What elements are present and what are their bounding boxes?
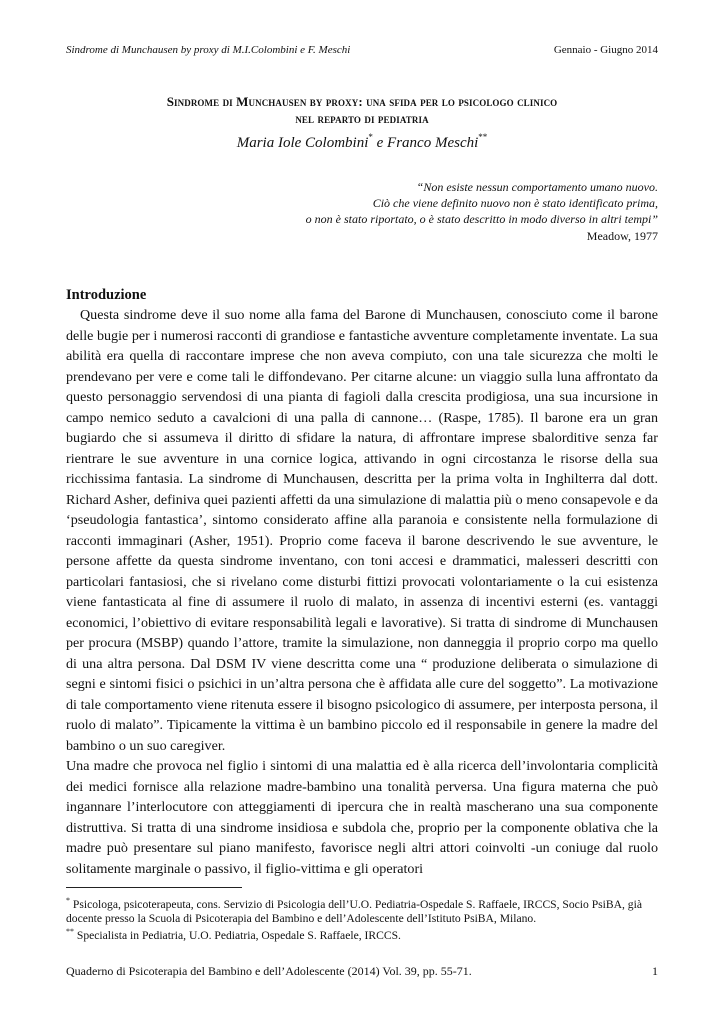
section-heading-introduzione: Introduzione [66, 287, 147, 303]
title-part-c: : una sfida per lo psicologo clinico [358, 94, 558, 109]
title-line-2 [66, 111, 658, 128]
running-head-date: Gennaio - Giugno 2014 [553, 44, 658, 56]
title-part-a: Sindrome di [166, 94, 237, 109]
epigraph [306, 179, 658, 244]
epigraph-line-3: o non è stato riportato, o è stato descritto in modo diverso in altri tempi” [305, 212, 658, 227]
author-1-footnote-mark: * [368, 132, 373, 142]
epigraph-line-2: Ciò che viene definito nuovo non è stato identificato prima, [372, 196, 658, 211]
footnote-1 [66, 894, 658, 925]
article-title [66, 94, 658, 128]
body-text [66, 305, 658, 879]
title-line-1 [66, 94, 658, 111]
authors-conjunction: e [372, 135, 388, 151]
author-1: Maria Iole Colombini [236, 135, 369, 151]
page-number: 1 [652, 964, 658, 978]
title-part-b: Munchausen by proxy [236, 94, 359, 109]
journal-citation: Quaderno di Psicoterapia del Bambino e dell’Adolescente (2014) Vol. 39, pp. 55-71. [66, 964, 472, 978]
author-2-footnote-mark: ** [478, 132, 488, 142]
paragraph-2: Una madre che provoca nel figlio i sintomi di una malattia ed è alla ricerca dell’involontaria complicità dei medici fornisce alla relazione madre-bambino una tonalità perversa. Una figura materna che può ingannare l’interlocutore con atteggiamenti di ipercura che in realtà mascherano una sua componente distruttiva. Si tratta di una sindrome insidiosa e subdola che, proprio per la componente oblativa che la madre può presentare sul piano manifesto, favorisce negli altri attori coinvolti -un coniuge dal ruolo solitamente marginale o passivo, il figlio-vittima e gli operatori [66, 758, 658, 877]
epigraph-line-1: “Non esiste nessun comportamento umano nuovo. [416, 180, 658, 194]
author-2: Franco Meschi [387, 135, 479, 151]
footnote-2 [66, 925, 658, 943]
paragraph-1: Questa sindrome deve il suo nome alla fama del Barone di Munchausen, conosciuto come il barone delle bugie per i numerosi racconti di grandiose e fantastiche avventure completamente inventate. La sua abilità era quella di raccontare imprese che non aveva compiuto, con una tale sicurezza che molti le prendevano per vere e come tali le diffondevano. Per citarne alcune: un viaggio sulla luna affrontato da questo personaggio servendosi di una pianta di fagioli dalla crescita prodigiosa, una sua incursione in campo nemico seduto a cavalcioni di una palla di cannone… (Raspe, 1785). Il barone era un gran bugiardo che si assumeva il diritto di sfidare la natura, di affrontare imprese sbalorditive senza far rientrare le sue avventure in una cornice logica, attivando in ogni circostanza le risorse della sua ricchissima fantasia. La sindrome di Munchausen, descritta per la prima volta in Inghilterra dal dott. Richard Asher, definiva quei pazienti affetti da una simulazione di malattia più o meno consapevole e da ‘pseudologia fantastica’, sintomo considerato affine alla paranoia e consistente nella formulazione di racconti immaginari (Asher, 1951). Proprio come faceva il barone descrivendo le sue avventure, le persone affette da questa sindrome inventano, con toni accesi e drammatici, malesseri descritti con particolari fantasiosi, che si rivelano come disturbi fittizi provocati volontariamente o la cui esistenza viene fantasticata al fine di assumere il ruolo di malato, in assenza di incentivi esterni (es. vantaggi economici, l’obiettivo di evitare responsabilità legali e lavorative). Si tratta di sindrome di Munchausen per procura (MSBP) quando l’attore, tramite la simulazione, non danneggia il proprio corpo ma quello di una altra persona. Dal DSM IV viene descritta come una “ produzione deliberata o simulazione di segni e sintomi fisici o psichici in un’altra persona che è affidata alle cure del soggetto”. La motivazione di tale comportamento viene ritenuta essere il bisogno psicologico di assumere, per interposta persona, il ruolo di malato”. Tipicamente la vittima è un bambino piccolo ed il responsabile in genere la madre del bambino o un suo caregiver. [66, 307, 658, 754]
footnotes [66, 894, 658, 943]
document-page [66, 0, 658, 1024]
title-line-2-text: nel reparto di pediatria [295, 111, 429, 126]
footnote-1-text: Psicologa, psicoterapeuta, cons. Servizio di Psicologia dell’U.O. Pediatria-Ospedale S. Raffaele, IRCCS, Socio PsiBA, già docente presso la Scuola di Psicoterapia del Bambino e dell’Adolescente dell’Istituto PsiBA, Milano. [66, 898, 642, 925]
authors-line [66, 132, 658, 152]
epigraph-source: Meadow, 1977 [586, 228, 658, 243]
footnote-2-mark: ** [66, 927, 74, 937]
footnote-1-mark: * [66, 896, 70, 905]
footnote-separator [66, 887, 242, 888]
footnote-2-text: Specialista in Pediatria, U.O. Pediatria, Ospedale S. Raffaele, IRCCS. [74, 929, 401, 943]
running-head-left: Sindrome di Munchausen by proxy di M.I.Colombini e F. Meschi [66, 44, 351, 56]
